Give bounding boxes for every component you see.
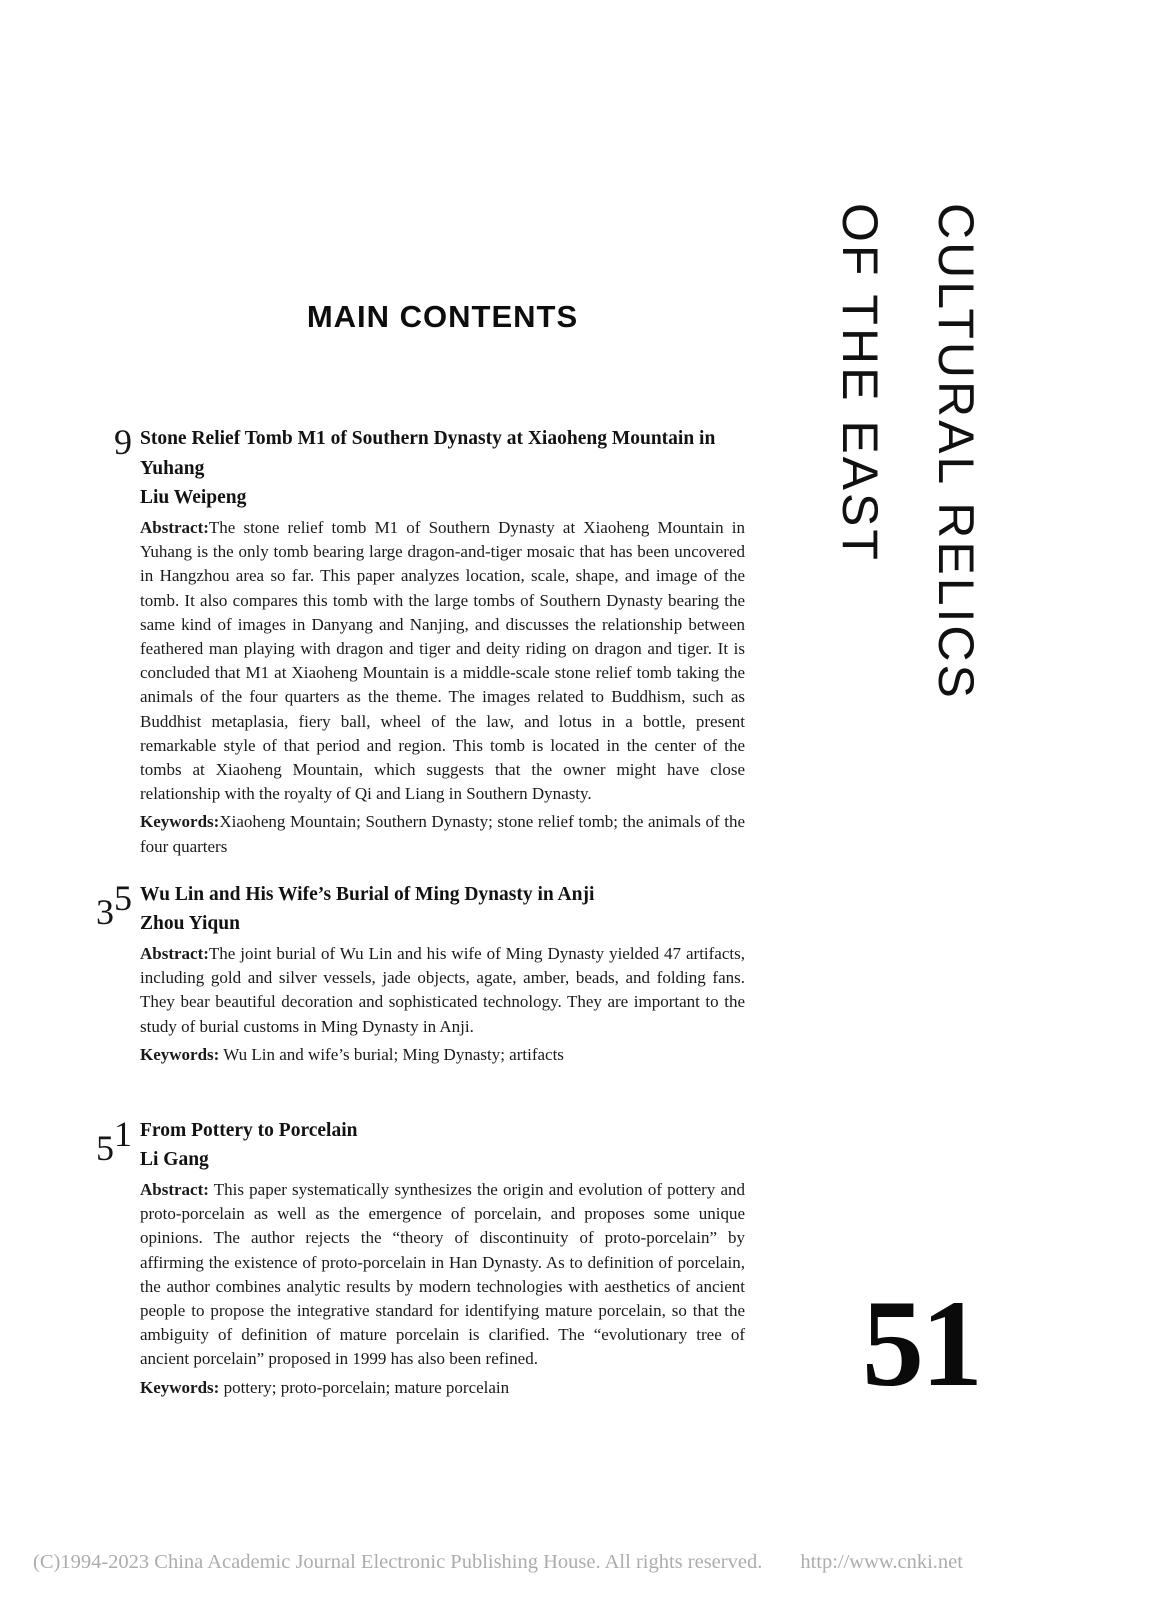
keywords-label: Keywords:: [140, 1377, 220, 1397]
abstract-label: Abstract:: [140, 518, 209, 537]
entry-author: Li Gang: [140, 1149, 209, 1170]
page-number-digit: 5: [96, 1128, 114, 1168]
page-title: MAIN CONTENTS: [306, 299, 579, 334]
toc-entry: [96, 1114, 745, 1400]
entry-title: Wu Lin and His Wife’s Burial of Ming Dynasty in Anji: [140, 884, 595, 905]
entry-page-number: [82, 424, 132, 460]
keywords-label: Keywords:: [140, 1044, 220, 1064]
page-number-digit: 5: [114, 878, 132, 918]
keywords-text: pottery; proto-porcelain; mature porcelain: [219, 1377, 510, 1397]
abstract-text: This paper systematically synthesizes the origin and evolution of pottery and proto-porcelain as well as the emergence of porcelain, and proposes some unique opinions. The author rejects the “theory of discontinuity of proto-porcelain” by affirming the existence of proto-porcelain in Han Dynasty. As to definition of porcelain, the author combines analytic results by modern technologies with aesthetics of ancient people to propose the integrative standard for identifying mature porcelain, so that the ambiguity of definition of mature porcelain is clarified. The “evolutionary tree of ancient porcelain” proposed in 1999 has also been refined.: [140, 1180, 745, 1369]
entry-author: Liu Weipeng: [140, 487, 247, 508]
page-number-digit: 3: [96, 892, 114, 932]
abstract-text: The stone relief tomb M1 of Southern Dynasty at Xiaoheng Mountain in Yuhang is the only tomb bearing large dragon-and-tiger mosaic that has been uncovered in Hangzhou area so far. This paper analyzes location, scale, shape, and image of the tomb. It also compares this tomb with the large tombs of Southern Dynasty bearing the same kind of images in Danyang and Nanjing, and discusses the relationship between feathered man playing with dragon and tiger and deity riding on dragon and tiger. It is concluded that M1 at Xiaoheng Mountain is a middle-scale stone relief tomb taking the animals of the four quarters as the theme. The images related to Buddhism, such as Buddhist metaplasia, fiery ball, wheel of the law, and lotus in a bottle, present remarkable style of that period and region. This tomb is located in the center of the tombs at Xiaoheng Mountain, which suggests that the owner might have close relationship with the royalty of Qi and Liang in Southern Dynasty.: [140, 518, 745, 804]
abstract-label: Abstract:: [140, 1180, 209, 1199]
masthead-line-2: OF THE EAST: [832, 203, 888, 563]
keywords-text: Wu Lin and wife’s burial; Ming Dynasty; artifacts: [219, 1044, 564, 1064]
footer: [33, 1551, 1133, 1574]
entry-keywords: [140, 1376, 745, 1400]
abstract-text: The joint burial of Wu Lin and his wife of Ming Dynasty yielded 47 artifacts, including gold and silver vessels, jade objects, agate, amber, beads, and folding fans. They bear beautiful decoration and sophisticated technology. They are important to the study of burial customs in Ming Dynasty in Anji.: [140, 944, 745, 1036]
toc-entry: [114, 422, 745, 859]
page-number-digit: 1: [114, 1114, 132, 1154]
entry-abstract: [140, 942, 745, 1039]
entry-abstract: [140, 1178, 745, 1372]
toc-entry: [96, 878, 745, 1067]
footer-copyright: (C)1994-2023 China Academic Journal Electronic Publishing House. All rights reserved.: [33, 1551, 763, 1573]
entry-keywords: [140, 1043, 745, 1067]
keywords-text: Xiaoheng Mountain; Southern Dynasty; stone relief tomb; the animals of the four quarters: [140, 812, 745, 856]
issue-number: 51: [862, 1275, 980, 1412]
abstract-label: Abstract:: [140, 944, 209, 963]
entry-page-number: [82, 1114, 132, 1168]
keywords-label: Keywords:: [140, 812, 220, 832]
footer-url: http://www.cnki.net: [800, 1551, 963, 1573]
entry-page-number: [82, 878, 132, 932]
entry-keywords: [140, 810, 745, 858]
entry-title: From Pottery to Porcelain: [140, 1120, 358, 1141]
journal-masthead: [812, 203, 1004, 763]
entry-abstract: [140, 516, 745, 806]
page-number-digit: 9: [114, 422, 132, 462]
entry-author: Zhou Yiqun: [140, 913, 240, 934]
entry-title: Stone Relief Tomb M1 of Southern Dynasty at Xiaoheng Mountain in Yuhang: [140, 428, 716, 479]
masthead-line-1: CULTURAL RELICS: [928, 203, 984, 701]
